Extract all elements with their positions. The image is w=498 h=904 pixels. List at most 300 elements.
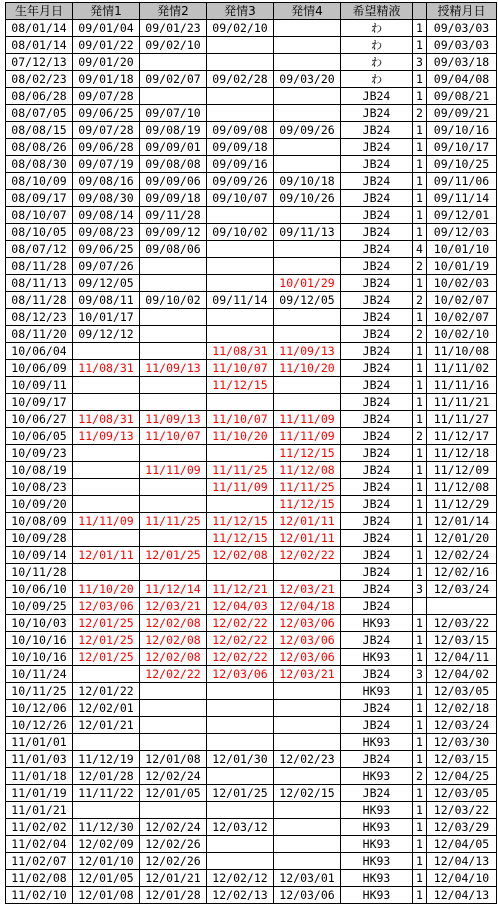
heat-4-cell[interactable]: 11/11/09 (274, 411, 341, 428)
heat-4-cell[interactable] (274, 20, 341, 37)
heat-3-cell[interactable]: 12/03/12 (207, 819, 274, 836)
heat-3-cell[interactable] (207, 54, 274, 71)
heat-3-cell[interactable] (207, 683, 274, 700)
insemination-date-cell[interactable]: 09/11/14 (427, 190, 497, 207)
heat-4-cell[interactable]: 11/11/09 (274, 428, 341, 445)
insemination-date-cell[interactable]: 12/04/02 (427, 666, 497, 683)
heat-1-cell[interactable]: 11/11/09 (73, 513, 140, 530)
birth-date-cell[interactable]: 10/10/16 (6, 632, 73, 649)
heat-3-cell[interactable] (207, 207, 274, 224)
insemination-date-cell[interactable]: 10/01/10 (427, 241, 497, 258)
desired-semen-cell[interactable]: JB24 (341, 564, 413, 581)
heat-3-cell[interactable]: 09/09/08 (207, 122, 274, 139)
desired-semen-cell[interactable]: HK93 (341, 768, 413, 785)
heat-4-cell[interactable] (274, 377, 341, 394)
birth-date-cell[interactable]: 10/06/04 (6, 343, 73, 360)
count-cell[interactable]: 1 (413, 224, 427, 241)
heat-3-cell[interactable]: 09/11/14 (207, 292, 274, 309)
insemination-date-cell[interactable]: 12/04/11 (427, 649, 497, 666)
heat-2-cell[interactable] (140, 445, 207, 462)
header-heat-4[interactable]: 発情4 (274, 3, 341, 20)
heat-3-cell[interactable]: 12/02/12 (207, 870, 274, 887)
insemination-date-cell[interactable]: 09/04/08 (427, 71, 497, 88)
insemination-date-cell[interactable]: 11/12/18 (427, 445, 497, 462)
header-heat-1[interactable]: 発情1 (73, 3, 140, 20)
heat-3-cell[interactable]: 11/08/31 (207, 343, 274, 360)
desired-semen-cell[interactable]: JB24 (341, 258, 413, 275)
heat-4-cell[interactable]: 12/01/11 (274, 530, 341, 547)
count-cell[interactable]: 1 (413, 649, 427, 666)
heat-1-cell[interactable] (73, 530, 140, 547)
heat-3-cell[interactable] (207, 853, 274, 870)
heat-3-cell[interactable] (207, 37, 274, 54)
heat-2-cell[interactable] (140, 54, 207, 71)
heat-4-cell[interactable] (274, 37, 341, 54)
heat-3-cell[interactable]: 11/10/07 (207, 411, 274, 428)
birth-date-cell[interactable]: 07/12/13 (6, 54, 73, 71)
heat-3-cell[interactable]: 12/02/08 (207, 547, 274, 564)
heat-2-cell[interactable] (140, 275, 207, 292)
heat-4-cell[interactable]: 12/03/21 (274, 581, 341, 598)
count-cell[interactable]: 1 (413, 700, 427, 717)
heat-3-cell[interactable] (207, 88, 274, 105)
desired-semen-cell[interactable]: HK93 (341, 734, 413, 751)
heat-1-cell[interactable]: 09/08/23 (73, 224, 140, 241)
heat-3-cell[interactable] (207, 394, 274, 411)
desired-semen-cell[interactable]: JB24 (341, 241, 413, 258)
insemination-date-cell[interactable]: 11/11/21 (427, 394, 497, 411)
insemination-date-cell[interactable]: 10/01/19 (427, 258, 497, 275)
heat-1-cell[interactable]: 11/08/31 (73, 411, 140, 428)
heat-4-cell[interactable]: 09/11/13 (274, 224, 341, 241)
birth-date-cell[interactable]: 10/09/20 (6, 496, 73, 513)
birth-date-cell[interactable]: 10/06/09 (6, 360, 73, 377)
heat-4-cell[interactable]: 09/10/26 (274, 190, 341, 207)
desired-semen-cell[interactable]: JB24 (341, 632, 413, 649)
birth-date-cell[interactable]: 10/09/11 (6, 377, 73, 394)
heat-4-cell[interactable]: 11/12/08 (274, 462, 341, 479)
birth-date-cell[interactable]: 10/10/03 (6, 615, 73, 632)
birth-date-cell[interactable]: 11/01/03 (6, 751, 73, 768)
desired-semen-cell[interactable]: JB24 (341, 360, 413, 377)
desired-semen-cell[interactable]: HK93 (341, 887, 413, 904)
count-cell[interactable]: 3 (413, 54, 427, 71)
birth-date-cell[interactable]: 11/01/19 (6, 785, 73, 802)
birth-date-cell[interactable]: 08/08/26 (6, 139, 73, 156)
heat-4-cell[interactable] (274, 207, 341, 224)
heat-4-cell[interactable]: 11/12/15 (274, 445, 341, 462)
desired-semen-cell[interactable]: JB24 (341, 394, 413, 411)
heat-1-cell[interactable]: 09/07/19 (73, 156, 140, 173)
birth-date-cell[interactable]: 11/01/21 (6, 802, 73, 819)
birth-date-cell[interactable]: 10/06/05 (6, 428, 73, 445)
heat-1-cell[interactable]: 12/01/10 (73, 853, 140, 870)
desired-semen-cell[interactable]: JB24 (341, 598, 413, 615)
desired-semen-cell[interactable]: JB24 (341, 445, 413, 462)
desired-semen-cell[interactable]: JB24 (341, 496, 413, 513)
count-cell[interactable]: 2 (413, 428, 427, 445)
count-cell[interactable]: 1 (413, 751, 427, 768)
count-cell[interactable]: 4 (413, 241, 427, 258)
birth-date-cell[interactable]: 08/01/14 (6, 20, 73, 37)
count-cell[interactable]: 1 (413, 343, 427, 360)
heat-1-cell[interactable] (73, 377, 140, 394)
heat-2-cell[interactable] (140, 88, 207, 105)
insemination-date-cell[interactable]: 09/03/18 (427, 54, 497, 71)
heat-4-cell[interactable] (274, 309, 341, 326)
heat-4-cell[interactable]: 09/09/26 (274, 122, 341, 139)
heat-1-cell[interactable] (73, 496, 140, 513)
heat-1-cell[interactable]: 11/08/31 (73, 360, 140, 377)
heat-4-cell[interactable] (274, 105, 341, 122)
heat-4-cell[interactable]: 12/03/06 (274, 649, 341, 666)
count-cell[interactable]: 1 (413, 615, 427, 632)
birth-date-cell[interactable]: 10/12/06 (6, 700, 73, 717)
heat-3-cell[interactable]: 09/02/10 (207, 20, 274, 37)
count-cell[interactable]: 2 (413, 768, 427, 785)
heat-4-cell[interactable] (274, 54, 341, 71)
birth-date-cell[interactable]: 08/11/13 (6, 275, 73, 292)
count-cell[interactable]: 1 (413, 683, 427, 700)
birth-date-cell[interactable]: 08/12/23 (6, 309, 73, 326)
heat-2-cell[interactable]: 09/07/10 (140, 105, 207, 122)
heat-2-cell[interactable]: 09/09/06 (140, 173, 207, 190)
heat-1-cell[interactable]: 11/12/19 (73, 751, 140, 768)
heat-3-cell[interactable]: 09/10/02 (207, 224, 274, 241)
desired-semen-cell[interactable]: わ (341, 37, 413, 54)
birth-date-cell[interactable]: 08/07/05 (6, 105, 73, 122)
heat-3-cell[interactable]: 09/09/16 (207, 156, 274, 173)
heat-1-cell[interactable] (73, 462, 140, 479)
count-cell[interactable]: 1 (413, 870, 427, 887)
insemination-date-cell[interactable]: 09/12/01 (427, 207, 497, 224)
birth-date-cell[interactable]: 08/11/20 (6, 326, 73, 343)
insemination-date-cell[interactable]: 12/04/10 (427, 870, 497, 887)
birth-date-cell[interactable]: 08/08/30 (6, 156, 73, 173)
heat-2-cell[interactable]: 11/11/09 (140, 462, 207, 479)
insemination-date-cell[interactable]: 10/02/07 (427, 309, 497, 326)
heat-2-cell[interactable]: 11/10/07 (140, 428, 207, 445)
desired-semen-cell[interactable]: JB24 (341, 326, 413, 343)
heat-1-cell[interactable]: 10/01/17 (73, 309, 140, 326)
heat-4-cell[interactable]: 12/03/06 (274, 632, 341, 649)
count-cell[interactable]: 1 (413, 547, 427, 564)
insemination-date-cell[interactable]: 12/03/05 (427, 683, 497, 700)
heat-3-cell[interactable]: 11/12/21 (207, 581, 274, 598)
heat-1-cell[interactable]: 12/01/28 (73, 768, 140, 785)
birth-date-cell[interactable]: 11/02/07 (6, 853, 73, 870)
heat-1-cell[interactable] (73, 343, 140, 360)
heat-1-cell[interactable]: 09/07/28 (73, 88, 140, 105)
insemination-date-cell[interactable]: 11/12/17 (427, 428, 497, 445)
heat-4-cell[interactable]: 11/10/20 (274, 360, 341, 377)
heat-1-cell[interactable]: 12/01/11 (73, 547, 140, 564)
insemination-date-cell[interactable]: 12/04/13 (427, 853, 497, 870)
desired-semen-cell[interactable]: HK93 (341, 615, 413, 632)
birth-date-cell[interactable]: 11/02/08 (6, 870, 73, 887)
count-cell[interactable] (413, 598, 427, 615)
count-cell[interactable]: 1 (413, 377, 427, 394)
heat-1-cell[interactable]: 09/06/28 (73, 139, 140, 156)
heat-4-cell[interactable] (274, 564, 341, 581)
heat-2-cell[interactable] (140, 326, 207, 343)
heat-2-cell[interactable] (140, 377, 207, 394)
heat-4-cell[interactable] (274, 88, 341, 105)
desired-semen-cell[interactable]: JB24 (341, 428, 413, 445)
birth-date-cell[interactable]: 11/02/04 (6, 836, 73, 853)
count-cell[interactable]: 2 (413, 326, 427, 343)
heat-3-cell[interactable] (207, 258, 274, 275)
birth-date-cell[interactable]: 10/09/23 (6, 445, 73, 462)
birth-date-cell[interactable]: 08/10/09 (6, 173, 73, 190)
heat-3-cell[interactable]: 12/02/22 (207, 632, 274, 649)
insemination-date-cell[interactable]: 12/02/16 (427, 564, 497, 581)
heat-4-cell[interactable]: 12/03/06 (274, 615, 341, 632)
heat-1-cell[interactable]: 09/06/25 (73, 105, 140, 122)
heat-4-cell[interactable] (274, 853, 341, 870)
heat-3-cell[interactable]: 12/02/22 (207, 649, 274, 666)
heat-3-cell[interactable] (207, 275, 274, 292)
birth-date-cell[interactable]: 10/11/24 (6, 666, 73, 683)
heat-1-cell[interactable]: 12/02/09 (73, 836, 140, 853)
birth-date-cell[interactable]: 11/01/01 (6, 734, 73, 751)
heat-2-cell[interactable]: 09/09/12 (140, 224, 207, 241)
desired-semen-cell[interactable]: HK93 (341, 836, 413, 853)
birth-date-cell[interactable]: 11/02/10 (6, 887, 73, 904)
heat-2-cell[interactable]: 12/03/21 (140, 598, 207, 615)
heat-1-cell[interactable] (73, 394, 140, 411)
insemination-date-cell[interactable]: 09/03/03 (427, 37, 497, 54)
count-cell[interactable]: 1 (413, 156, 427, 173)
insemination-date-cell[interactable]: 12/03/24 (427, 717, 497, 734)
desired-semen-cell[interactable]: わ (341, 71, 413, 88)
heat-1-cell[interactable]: 09/12/05 (73, 275, 140, 292)
header-insemination-date[interactable]: 授精月日 (427, 3, 497, 20)
birth-date-cell[interactable]: 08/10/07 (6, 207, 73, 224)
heat-3-cell[interactable]: 12/04/03 (207, 598, 274, 615)
birth-date-cell[interactable]: 10/06/27 (6, 411, 73, 428)
insemination-date-cell[interactable]: 12/02/18 (427, 700, 497, 717)
heat-1-cell[interactable]: 09/08/11 (73, 292, 140, 309)
heat-2-cell[interactable]: 12/02/26 (140, 836, 207, 853)
birth-date-cell[interactable]: 08/09/17 (6, 190, 73, 207)
insemination-date-cell[interactable]: 11/12/29 (427, 496, 497, 513)
desired-semen-cell[interactable]: JB24 (341, 190, 413, 207)
desired-semen-cell[interactable]: JB24 (341, 666, 413, 683)
heat-2-cell[interactable]: 09/09/18 (140, 190, 207, 207)
heat-2-cell[interactable]: 09/09/01 (140, 139, 207, 156)
heat-1-cell[interactable]: 09/01/22 (73, 37, 140, 54)
heat-2-cell[interactable] (140, 717, 207, 734)
count-cell[interactable]: 1 (413, 513, 427, 530)
desired-semen-cell[interactable]: HK93 (341, 853, 413, 870)
birth-date-cell[interactable]: 10/09/14 (6, 547, 73, 564)
heat-2-cell[interactable] (140, 530, 207, 547)
birth-date-cell[interactable]: 08/06/28 (6, 88, 73, 105)
heat-4-cell[interactable] (274, 139, 341, 156)
heat-4-cell[interactable]: 11/12/15 (274, 496, 341, 513)
heat-3-cell[interactable]: 12/01/30 (207, 751, 274, 768)
heat-3-cell[interactable]: 12/02/13 (207, 887, 274, 904)
heat-2-cell[interactable]: 12/01/21 (140, 870, 207, 887)
heat-3-cell[interactable] (207, 700, 274, 717)
heat-2-cell[interactable] (140, 700, 207, 717)
desired-semen-cell[interactable]: JB24 (341, 785, 413, 802)
insemination-date-cell[interactable]: 12/03/22 (427, 615, 497, 632)
count-cell[interactable]: 1 (413, 88, 427, 105)
birth-date-cell[interactable]: 08/01/14 (6, 37, 73, 54)
heat-1-cell[interactable] (73, 445, 140, 462)
desired-semen-cell[interactable]: JB24 (341, 462, 413, 479)
count-cell[interactable]: 1 (413, 173, 427, 190)
heat-3-cell[interactable] (207, 717, 274, 734)
heat-4-cell[interactable] (274, 258, 341, 275)
insemination-date-cell[interactable]: 12/03/15 (427, 632, 497, 649)
heat-1-cell[interactable]: 12/02/01 (73, 700, 140, 717)
heat-2-cell[interactable]: 12/01/28 (140, 887, 207, 904)
heat-3-cell[interactable] (207, 445, 274, 462)
heat-1-cell[interactable] (73, 666, 140, 683)
heat-1-cell[interactable]: 09/08/14 (73, 207, 140, 224)
header-birth-date[interactable]: 生年月日 (6, 3, 73, 20)
heat-2-cell[interactable]: 09/08/06 (140, 241, 207, 258)
heat-3-cell[interactable] (207, 768, 274, 785)
count-cell[interactable]: 1 (413, 394, 427, 411)
heat-4-cell[interactable]: 12/03/01 (274, 870, 341, 887)
count-cell[interactable]: 1 (413, 887, 427, 904)
count-cell[interactable]: 1 (413, 411, 427, 428)
heat-4-cell[interactable] (274, 836, 341, 853)
desired-semen-cell[interactable]: JB24 (341, 751, 413, 768)
heat-1-cell[interactable]: 12/01/21 (73, 717, 140, 734)
heat-2-cell[interactable]: 12/02/08 (140, 615, 207, 632)
heat-4-cell[interactable]: 12/02/15 (274, 785, 341, 802)
birth-date-cell[interactable]: 08/11/28 (6, 292, 73, 309)
insemination-date-cell[interactable]: 09/08/21 (427, 88, 497, 105)
desired-semen-cell[interactable]: JB24 (341, 530, 413, 547)
insemination-date-cell[interactable]: 09/10/17 (427, 139, 497, 156)
desired-semen-cell[interactable]: JB24 (341, 700, 413, 717)
insemination-date-cell[interactable]: 09/10/25 (427, 156, 497, 173)
heat-4-cell[interactable]: 09/12/05 (274, 292, 341, 309)
insemination-date-cell[interactable]: 12/01/20 (427, 530, 497, 547)
heat-2-cell[interactable] (140, 496, 207, 513)
heat-2-cell[interactable]: 09/01/23 (140, 20, 207, 37)
count-cell[interactable]: 1 (413, 360, 427, 377)
insemination-date-cell[interactable]: 11/12/08 (427, 479, 497, 496)
heat-4-cell[interactable]: 12/02/23 (274, 751, 341, 768)
heat-2-cell[interactable]: 12/01/25 (140, 547, 207, 564)
insemination-date-cell[interactable]: 11/11/27 (427, 411, 497, 428)
heat-4-cell[interactable] (274, 734, 341, 751)
heat-2-cell[interactable]: 11/09/13 (140, 360, 207, 377)
heat-3-cell[interactable]: 09/02/28 (207, 71, 274, 88)
insemination-date-cell[interactable]: 12/04/25 (427, 768, 497, 785)
count-cell[interactable]: 2 (413, 292, 427, 309)
heat-3-cell[interactable]: 11/11/09 (207, 479, 274, 496)
birth-date-cell[interactable]: 10/08/23 (6, 479, 73, 496)
heat-4-cell[interactable] (274, 819, 341, 836)
desired-semen-cell[interactable]: JB24 (341, 513, 413, 530)
heat-1-cell[interactable]: 09/01/18 (73, 71, 140, 88)
heat-2-cell[interactable]: 09/08/19 (140, 122, 207, 139)
heat-1-cell[interactable]: 09/06/25 (73, 241, 140, 258)
desired-semen-cell[interactable]: HK93 (341, 649, 413, 666)
birth-date-cell[interactable]: 10/09/17 (6, 394, 73, 411)
heat-2-cell[interactable]: 12/02/24 (140, 768, 207, 785)
heat-4-cell[interactable]: 11/11/25 (274, 479, 341, 496)
heat-1-cell[interactable]: 12/01/08 (73, 887, 140, 904)
heat-3-cell[interactable] (207, 241, 274, 258)
heat-3-cell[interactable] (207, 326, 274, 343)
heat-3-cell[interactable]: 11/12/15 (207, 530, 274, 547)
count-cell[interactable]: 1 (413, 20, 427, 37)
desired-semen-cell[interactable]: JB24 (341, 309, 413, 326)
desired-semen-cell[interactable]: HK93 (341, 802, 413, 819)
heat-2-cell[interactable] (140, 394, 207, 411)
heat-4-cell[interactable]: 12/04/18 (274, 598, 341, 615)
desired-semen-cell[interactable]: HK93 (341, 870, 413, 887)
heat-3-cell[interactable] (207, 564, 274, 581)
desired-semen-cell[interactable]: JB24 (341, 207, 413, 224)
birth-date-cell[interactable]: 08/02/23 (6, 71, 73, 88)
heat-1-cell[interactable]: 09/07/28 (73, 122, 140, 139)
heat-3-cell[interactable] (207, 309, 274, 326)
insemination-date-cell[interactable]: 12/04/13 (427, 887, 497, 904)
heat-2-cell[interactable]: 09/10/02 (140, 292, 207, 309)
heat-4-cell[interactable]: 11/09/13 (274, 343, 341, 360)
heat-1-cell[interactable] (73, 734, 140, 751)
heat-1-cell[interactable]: 09/01/20 (73, 54, 140, 71)
heat-2-cell[interactable]: 12/02/22 (140, 666, 207, 683)
count-cell[interactable]: 1 (413, 632, 427, 649)
count-cell[interactable]: 1 (413, 37, 427, 54)
birth-date-cell[interactable]: 10/09/28 (6, 530, 73, 547)
desired-semen-cell[interactable]: JB24 (341, 139, 413, 156)
insemination-date-cell[interactable]: 12/03/05 (427, 785, 497, 802)
heat-2-cell[interactable]: 11/11/25 (140, 513, 207, 530)
count-cell[interactable]: 1 (413, 853, 427, 870)
count-cell[interactable]: 2 (413, 258, 427, 275)
heat-2-cell[interactable] (140, 479, 207, 496)
desired-semen-cell[interactable]: JB24 (341, 343, 413, 360)
heat-1-cell[interactable]: 11/10/20 (73, 581, 140, 598)
desired-semen-cell[interactable]: JB24 (341, 156, 413, 173)
heat-4-cell[interactable] (274, 768, 341, 785)
header-desired-semen[interactable]: 希望精液 (341, 3, 413, 20)
heat-2-cell[interactable] (140, 309, 207, 326)
heat-1-cell[interactable]: 12/01/05 (73, 870, 140, 887)
count-cell[interactable]: 1 (413, 445, 427, 462)
insemination-date-cell[interactable]: 11/11/16 (427, 377, 497, 394)
heat-4-cell[interactable] (274, 326, 341, 343)
heat-3-cell[interactable]: 11/10/07 (207, 360, 274, 377)
birth-date-cell[interactable]: 10/08/19 (6, 462, 73, 479)
insemination-date-cell[interactable]: 12/01/14 (427, 513, 497, 530)
desired-semen-cell[interactable]: JB24 (341, 173, 413, 190)
heat-3-cell[interactable]: 11/11/25 (207, 462, 274, 479)
desired-semen-cell[interactable]: わ (341, 54, 413, 71)
count-cell[interactable]: 1 (413, 819, 427, 836)
birth-date-cell[interactable]: 08/07/12 (6, 241, 73, 258)
birth-date-cell[interactable]: 10/08/09 (6, 513, 73, 530)
heat-4-cell[interactable]: 12/03/06 (274, 887, 341, 904)
count-cell[interactable]: 1 (413, 71, 427, 88)
heat-4-cell[interactable] (274, 802, 341, 819)
heat-2-cell[interactable]: 09/02/10 (140, 37, 207, 54)
desired-semen-cell[interactable]: JB24 (341, 292, 413, 309)
insemination-date-cell[interactable]: 12/03/24 (427, 581, 497, 598)
